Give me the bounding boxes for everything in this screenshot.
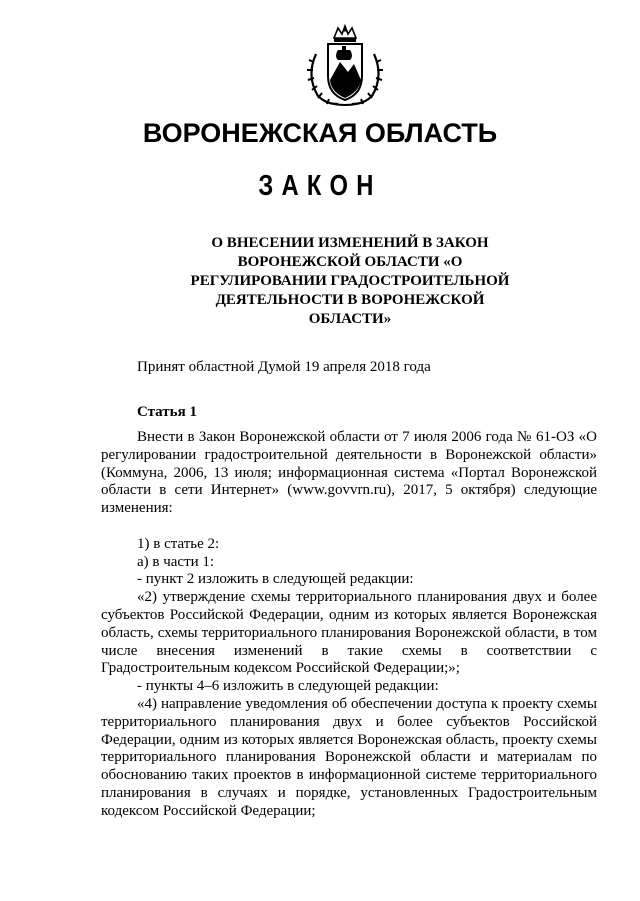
article-title: Статья 1 bbox=[137, 404, 197, 420]
list-item: 1) в статье 2: bbox=[137, 535, 220, 552]
paragraph-intro: Внести в Закон Воронежской области от 7 июля 2006 года № 61-ОЗ «О регулировании градостроительной деятельности в Воронежской области» (Коммуна, 2006, 13 июля; информационная система «Портал Воронежской области в сети Интернет» (www.govvrn.ru), 2017, 5 октября) следующие изменения: bbox=[101, 429, 597, 517]
voronezh-coat-of-arms-icon bbox=[304, 24, 386, 108]
list-item: «2) утверждение схемы территориального планирования двух и более субъектов Российской Федерации, одним из которых является Воронежская область, схемы территориального планирования Воронежской области, в том числе внесения изменений в такие схемы в соответствии с Градостроительным кодексом Российской Федерации;»; bbox=[101, 589, 597, 677]
law-subject bbox=[160, 234, 540, 329]
subject-line: ВОРОНЕЖСКОЙ ОБЛАСТИ «О bbox=[237, 254, 463, 270]
list-item: «4) направление уведомления об обеспечении доступа к проекту схемы территориального планирования двух и более субъектов Российской Федерации, одним из которых является Воронежская область, проекту схемы территориального планирования Воронежской области и материалам по обоснованию таких проектов в информационной системе территориального планирования в случаях и порядке, установленных Градостроительным кодексом Российской Федерации; bbox=[101, 695, 597, 819]
article-body bbox=[101, 429, 597, 821]
subject-line: ДЕЯТЕЛЬНОСТИ В ВОРОНЕЖСКОЙ bbox=[215, 292, 485, 308]
region-title: ВОРОНЕЖСКАЯ ОБЛАСТЬ bbox=[142, 118, 498, 148]
subject-line: ОБЛАСТИ» bbox=[308, 311, 392, 327]
list-item: - пункты 4–6 изложить в следующей редакции: bbox=[137, 678, 439, 695]
list-item: а) в части 1: bbox=[137, 553, 215, 570]
subject-line: РЕГУЛИРОВАНИИ ГРАДОСТРОИТЕЛЬНОЙ bbox=[190, 273, 510, 289]
subject-line: О ВНЕСЕНИИ ИЗМЕНЕНИЙ В ЗАКОН bbox=[211, 235, 489, 251]
law-title: ЗАКОН bbox=[258, 170, 382, 202]
adoption-date: Принят областной Думой 19 апреля 2018 года bbox=[137, 359, 431, 375]
list-item: - пункт 2 изложить в следующей редакции: bbox=[137, 571, 414, 588]
